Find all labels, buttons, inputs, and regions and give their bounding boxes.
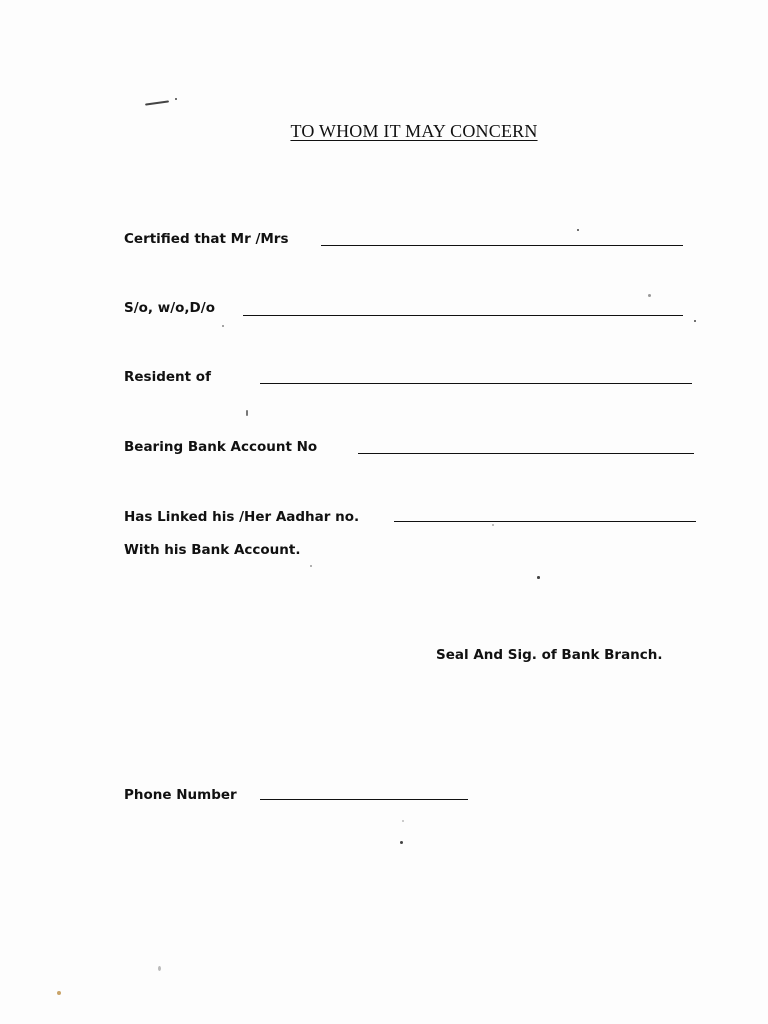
page-title: TO WHOM IT MAY CONCERN: [290, 121, 538, 141]
aadhar-number-field[interactable]: [394, 521, 696, 522]
scan-speck: [222, 325, 224, 327]
seal-signature-label: Seal And Sig. of Bank Branch.: [436, 647, 663, 663]
resident-label: Resident of: [124, 369, 211, 385]
phone-label: Phone Number: [124, 787, 237, 803]
aadhar-label: Has Linked his /Her Aadhar no.: [124, 509, 360, 525]
account-number-field[interactable]: [358, 453, 694, 454]
scan-speck: [400, 841, 403, 844]
scan-speck: [492, 524, 494, 526]
account-label: Bearing Bank Account No: [124, 439, 318, 455]
scan-speck: [537, 576, 540, 579]
scan-speck: [57, 991, 61, 995]
scan-speck: [577, 229, 579, 231]
aadhar-continuation-text: With his Bank Account.: [124, 542, 301, 558]
scan-speck: [175, 98, 177, 100]
resident-field[interactable]: [260, 383, 692, 384]
relation-label: S/o, w/o,D/o: [124, 300, 215, 316]
scan-speck: [310, 565, 312, 567]
scan-speck: [402, 820, 404, 822]
scan-speck: [648, 294, 651, 297]
certified-label: Certified that Mr /Mrs: [124, 231, 289, 247]
certified-name-field[interactable]: [321, 245, 683, 246]
scan-speck: [158, 966, 161, 971]
scan-speck: [694, 320, 696, 322]
relation-field[interactable]: [243, 315, 683, 316]
scan-speck: [246, 410, 248, 416]
scan-speck: [145, 100, 169, 105]
phone-number-field[interactable]: [260, 799, 468, 800]
